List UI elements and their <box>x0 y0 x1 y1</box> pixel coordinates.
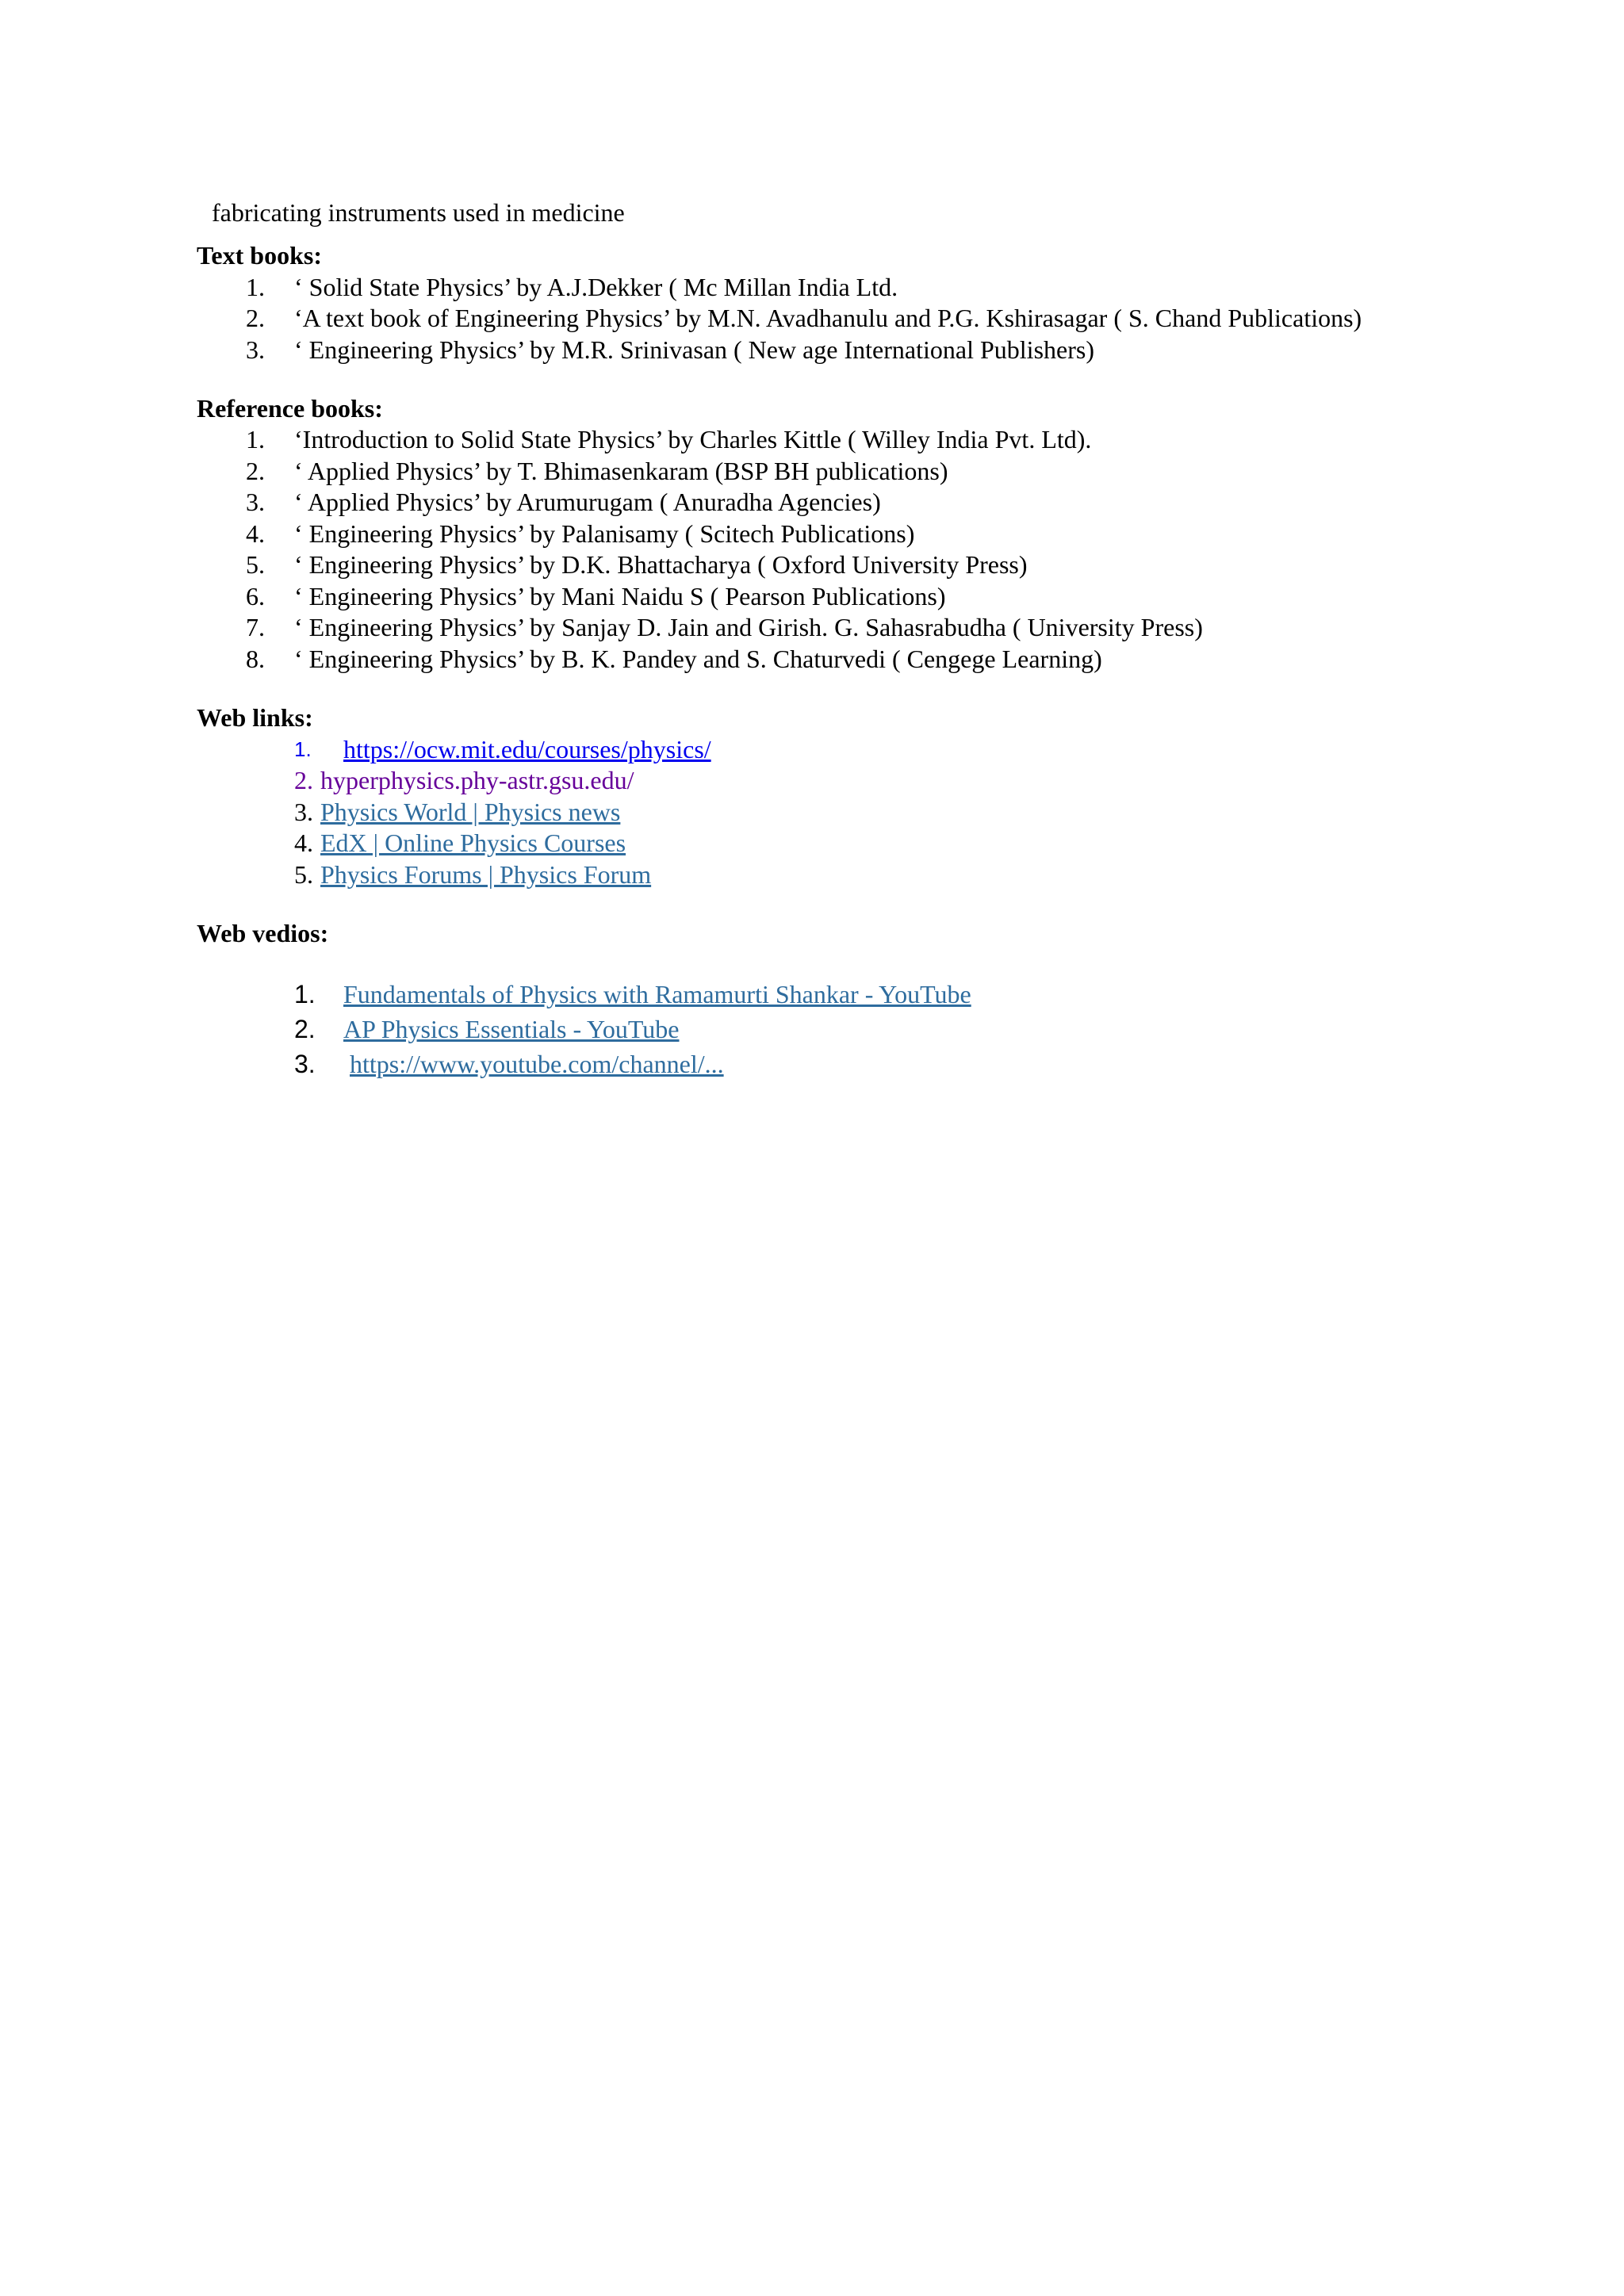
list-number: 1. <box>294 737 312 761</box>
physics-world-link[interactable]: Physics World | Physics news <box>320 798 621 826</box>
list-item-text: ‘ Engineering Physics’ by B. K. Pandey and S. Chaturvedi ( Cengege Learning) <box>294 645 1102 673</box>
web-videos-heading: Web vedios: <box>197 919 329 947</box>
list-item-text: ‘ Applied Physics’ by T. Bhimasenkaram (BSP BH publications) <box>294 457 948 485</box>
hyperphysics-link[interactable]: hyperphysics.phy-astr.gsu.edu/ <box>320 766 634 794</box>
list-number: 5. <box>246 550 265 579</box>
list-number: 7. <box>246 613 265 641</box>
list-number: 2. <box>294 1015 316 1043</box>
list-number: 3. <box>246 488 265 516</box>
list-number: 2. <box>246 304 265 332</box>
reference-books-heading: Reference books: <box>197 394 383 423</box>
list-item-text: ‘Introduction to Solid State Physics’ by Charles Kittle ( Willey India Pvt. Ltd). <box>294 425 1092 453</box>
list-number: 1. <box>246 425 265 453</box>
physics-forums-link[interactable]: Physics Forums | Physics Forum <box>320 860 652 889</box>
ap-physics-youtube-link[interactable]: AP Physics Essentials - YouTube <box>343 1015 680 1043</box>
list-number: 3. <box>294 798 313 826</box>
web-links-heading: Web links: <box>197 703 313 732</box>
list-number: 6. <box>246 582 265 610</box>
list-number: 5. <box>294 860 313 889</box>
list-item-text: ‘ Solid State Physics’ by A.J.Dekker ( Mc Millan India Ltd. <box>294 273 898 301</box>
list-number: 4. <box>294 828 313 857</box>
list-item-text: ‘ Applied Physics’ by Arumurugam ( Anuradha Agencies) <box>294 488 881 516</box>
list-number: 1. <box>246 273 265 301</box>
list-item-text: ‘A text book of Engineering Physics’ by M.N. Avadhanulu and P.G. Kshirasagar ( S. Chand Publications) <box>294 304 1362 332</box>
list-item-text: ‘ Engineering Physics’ by Palanisamy ( Scitech Publications) <box>294 519 915 548</box>
list-item-text: ‘ Engineering Physics’ by D.K. Bhattacharya ( Oxford University Press) <box>294 550 1028 579</box>
mit-ocw-link[interactable]: https://ocw.mit.edu/courses/physics/ <box>343 735 711 763</box>
edx-link[interactable]: EdX | Online Physics Courses <box>320 828 626 857</box>
list-item-text: ‘ Engineering Physics’ by M.R. Srinivasan ( New age International Publishers) <box>294 335 1094 364</box>
list-number: 3. <box>246 335 265 364</box>
text-books-heading: Text books: <box>197 241 322 270</box>
list-number: 8. <box>246 645 265 673</box>
list-item-text: ‘ Engineering Physics’ by Mani Naidu S ( Pearson Publications) <box>294 582 946 610</box>
list-number: 1. <box>294 980 316 1008</box>
intro-line: fabricating instruments used in medicine <box>212 198 625 227</box>
list-number: 2. <box>294 766 313 794</box>
shankar-youtube-link[interactable]: Fundamentals of Physics with Ramamurti Shankar - YouTube <box>343 980 971 1008</box>
list-number: 3. <box>294 1050 316 1078</box>
list-number: 2. <box>246 457 265 485</box>
youtube-channel-link[interactable]: https://www.youtube.com/channel/... <box>350 1050 724 1078</box>
list-item-text: ‘ Engineering Physics’ by Sanjay D. Jain and Girish. G. Sahasrabudha ( University Press) <box>294 613 1203 641</box>
list-number: 4. <box>246 519 265 548</box>
